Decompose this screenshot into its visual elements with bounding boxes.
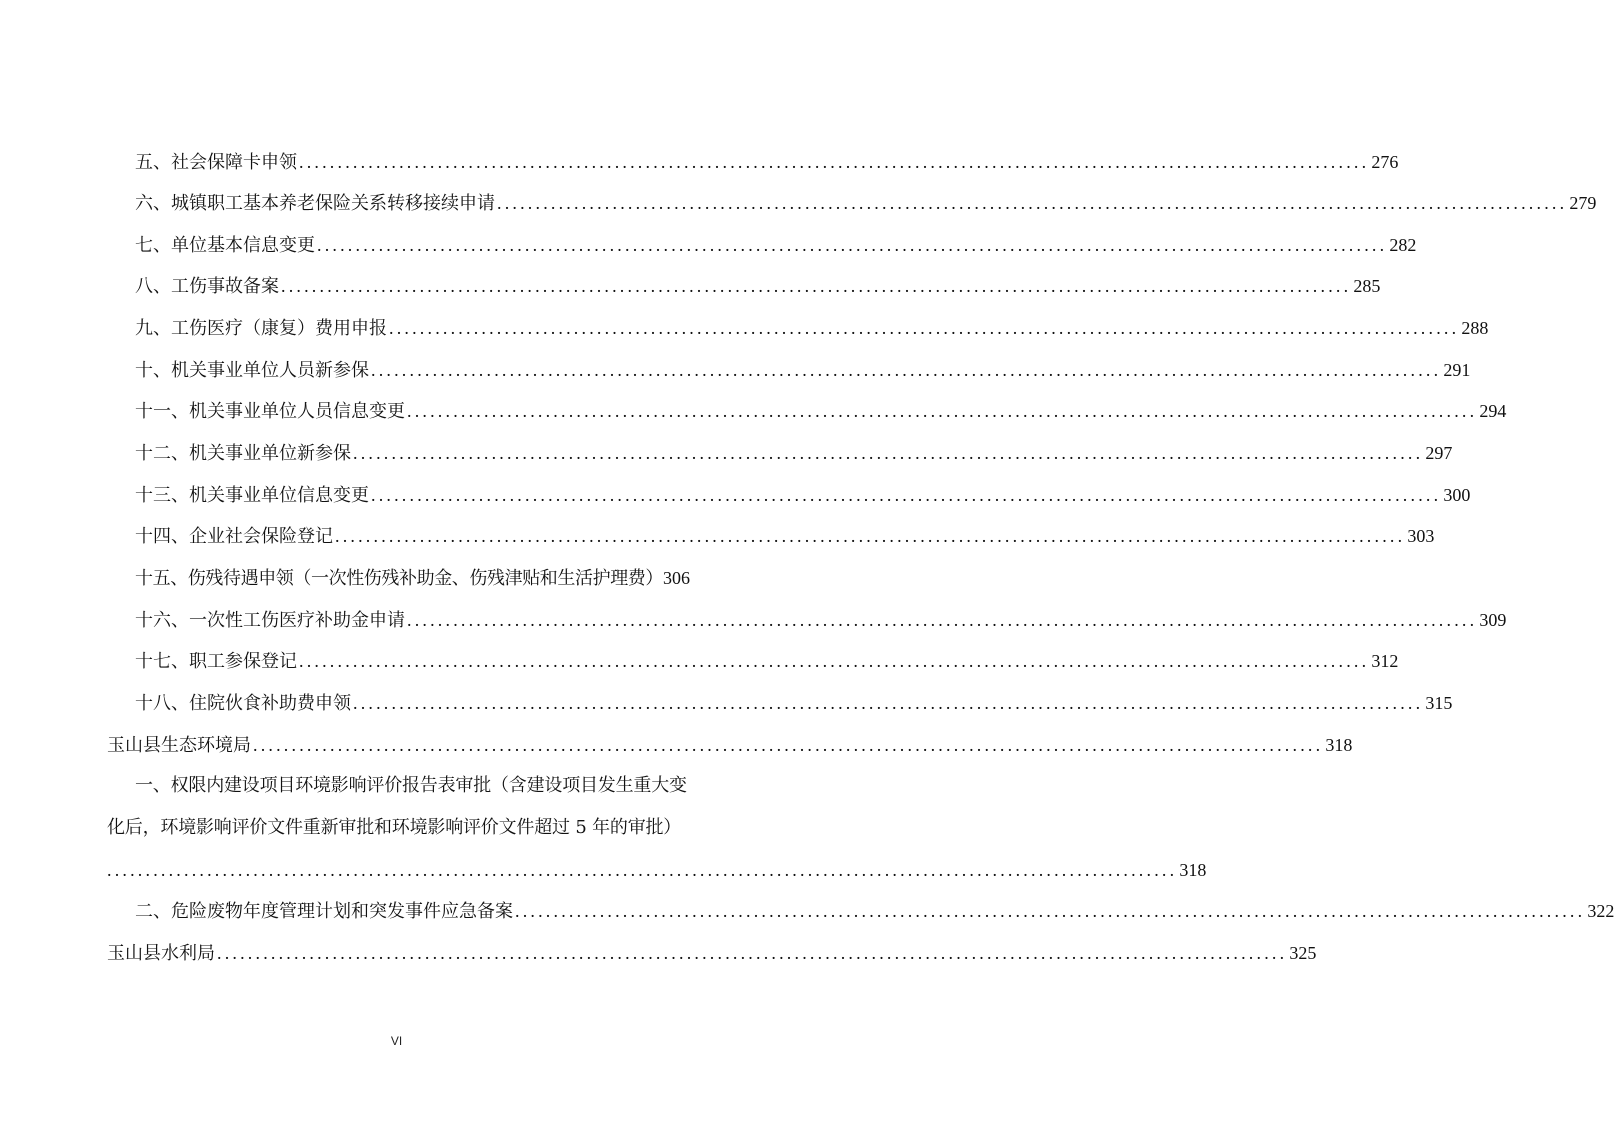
toc-entry-title: 十五、伤残待遇申领（一次性伤残补助金、伤残津贴和生活护理费） [135, 568, 663, 589]
toc-entry-title: 十七、职工参保登记 [135, 651, 297, 672]
toc-entry[interactable] [107, 356, 1471, 384]
toc-entry-title: 十三、机关事业单位信息变更 [135, 485, 369, 506]
toc-entry-title-line1: 一、权限内建设项目环境影响评价报告表审批（含建设项目发生重大变 [135, 775, 687, 796]
toc-leader-dots: ........................................................................................................................................... [217, 943, 1288, 963]
toc-leader-dots: ........................................................................................................................................... [353, 443, 1424, 463]
toc-entry-title: 十一、机关事业单位人员信息变更 [135, 401, 405, 422]
toc-leader-dots: ........................................................................................................................................... [407, 610, 1478, 630]
toc-entry[interactable] [107, 522, 1435, 550]
toc-entry[interactable] [107, 439, 1453, 467]
toc-section-heading[interactable] [107, 939, 1317, 967]
toc-entry[interactable] [107, 647, 1399, 675]
page-number: VI [390, 1034, 403, 1048]
toc-entry-title: 十、机关事业单位人员新参保 [135, 360, 369, 381]
toc-entry-title-line2: 化后，环境影响评价文件重新审批和环境影响评价文件超过 5 年的审批） [107, 817, 682, 838]
toc-entry-page: 300 [1443, 485, 1471, 505]
toc-entry-page: 276 [1371, 152, 1399, 172]
toc-entry-page: 303 [1407, 526, 1435, 546]
toc-entry-page: 322 [1587, 901, 1614, 921]
toc-leader-dots: ........................................................................................................................................... [371, 485, 1442, 505]
toc-entry-title: 玉山县生态环境局 [107, 735, 251, 756]
toc-section-heading[interactable] [107, 731, 1353, 759]
toc-entry-page: 306 [663, 568, 690, 588]
toc-entry-page: 288 [1461, 318, 1489, 338]
toc-entry-page: 291 [1443, 360, 1471, 380]
toc-entry-page: 318 [1325, 735, 1353, 755]
toc-entry-title: 十八、住院伙食补助费申领 [135, 693, 351, 714]
toc-entry-page: 312 [1371, 651, 1399, 671]
toc-entry-page: 294 [1479, 401, 1507, 421]
toc-leader-dots: ........................................................................................................................................... [389, 318, 1460, 338]
toc-entry-leader-line [107, 856, 1207, 884]
toc-entry[interactable] [107, 189, 1597, 217]
toc-leader-dots: ........................................................................................................................................... [335, 526, 1406, 546]
toc-entry-title: 七、单位基本信息变更 [135, 235, 315, 256]
toc-entry-page: 315 [1425, 693, 1453, 713]
toc-entry-title: 八、工伤事故备案 [135, 276, 279, 297]
toc-entry[interactable] [107, 314, 1489, 342]
toc-entry[interactable] [107, 231, 1417, 259]
toc-leader-dots: ........................................................................................................................................... [281, 276, 1352, 296]
toc-entry-page: 285 [1353, 276, 1381, 296]
toc-leader-dots: ........................................................................................................................................... [299, 651, 1370, 671]
toc-leader-dots: ........................................................................................................................................... [317, 235, 1388, 255]
toc-entry-page: 309 [1479, 610, 1507, 630]
toc-entry[interactable] [107, 897, 1614, 925]
toc-entry-title: 五、社会保障卡申领 [135, 152, 297, 173]
toc-entry[interactable] [107, 397, 1507, 425]
toc-leader-dots: ........................................................................................................................................... [107, 860, 1178, 880]
toc-leader-dots: ........................................................................................................................................... [299, 152, 1370, 172]
toc-entry[interactable] [107, 481, 1471, 509]
toc-entry-title: 十二、机关事业单位新参保 [135, 443, 351, 464]
toc-entry-page: 282 [1389, 235, 1417, 255]
toc-entry-title: 六、城镇职工基本养老保险关系转移接续申请 [135, 193, 495, 214]
toc-entry-page: 325 [1289, 943, 1317, 963]
toc-entry[interactable] [107, 689, 1453, 717]
toc-entry-title: 九、工伤医疗（康复）费用申报 [135, 318, 387, 339]
toc-leader-dots: ........................................................................................................................................... [353, 693, 1424, 713]
toc-leader-dots: ........................................................................................................................................... [371, 360, 1442, 380]
toc-entry[interactable] [107, 564, 713, 592]
toc-entry-title: 十四、企业社会保险登记 [135, 526, 333, 547]
toc-entry[interactable] [107, 606, 1507, 634]
toc-entry-page: 318 [1179, 860, 1207, 880]
toc-entry[interactable] [107, 272, 1381, 300]
toc-entry[interactable] [107, 148, 1399, 176]
toc-leader-dots: ........................................................................................................................................... [497, 193, 1568, 213]
toc-leader-dots: ........................................................................................................................................... [253, 735, 1324, 755]
toc-entry-page: 279 [1569, 193, 1597, 213]
toc-entry-page: 297 [1425, 443, 1453, 463]
toc-entry-title: 二、危险废物年度管理计划和突发事件应急备案 [135, 901, 513, 922]
toc-entry-title: 玉山县水利局 [107, 943, 215, 964]
toc-entry-title: 十六、一次性工伤医疗补助金申请 [135, 610, 405, 631]
toc-leader-dots: ........................................................................................................................................... [407, 401, 1478, 421]
toc-leader-dots: ........................................................................................................................................... [515, 901, 1586, 921]
